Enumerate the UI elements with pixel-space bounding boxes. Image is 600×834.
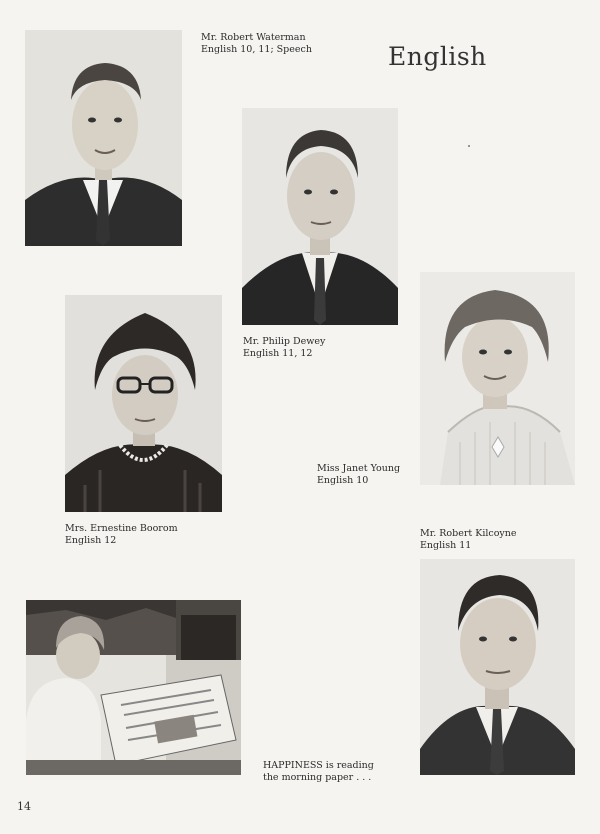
portrait-photo-young <box>420 272 575 485</box>
candid-caption-line2: the morning paper . . . <box>263 771 372 783</box>
page-number: 14 <box>17 800 31 813</box>
faculty-name: Mrs. Ernestine Boorom <box>65 523 178 534</box>
faculty-name: Mr. Robert Waterman <box>201 32 306 43</box>
caption-young <box>317 463 400 486</box>
faculty-name: Miss Janet Young <box>317 463 401 474</box>
page-title: English <box>388 42 487 71</box>
caption-dewey <box>243 336 325 359</box>
faculty-subjects: English 10, 11; Speech <box>201 43 312 55</box>
portrait-photo-dewey <box>242 108 398 325</box>
faculty-name: Mr. Robert Kilcoyne <box>420 528 517 539</box>
caption-kilcoyne <box>420 528 517 551</box>
candid-photo-reading <box>26 600 241 775</box>
caption-waterman <box>201 32 312 55</box>
portrait-photo-boorom <box>65 295 222 512</box>
portrait-photo-waterman <box>25 30 182 246</box>
faculty-subjects: English 12 <box>65 534 117 546</box>
candid-caption-line1: HAPPINESS is reading <box>263 760 374 771</box>
faculty-subjects: English 10 <box>317 474 369 486</box>
caption-candid <box>263 760 374 783</box>
faculty-name: Mr. Philip Dewey <box>243 336 326 347</box>
portrait-photo-kilcoyne <box>420 559 575 775</box>
caption-boorom <box>65 523 178 546</box>
faculty-subjects: English 11 <box>420 539 472 551</box>
faculty-subjects: English 11, 12 <box>243 347 313 359</box>
print-speck <box>468 145 470 147</box>
